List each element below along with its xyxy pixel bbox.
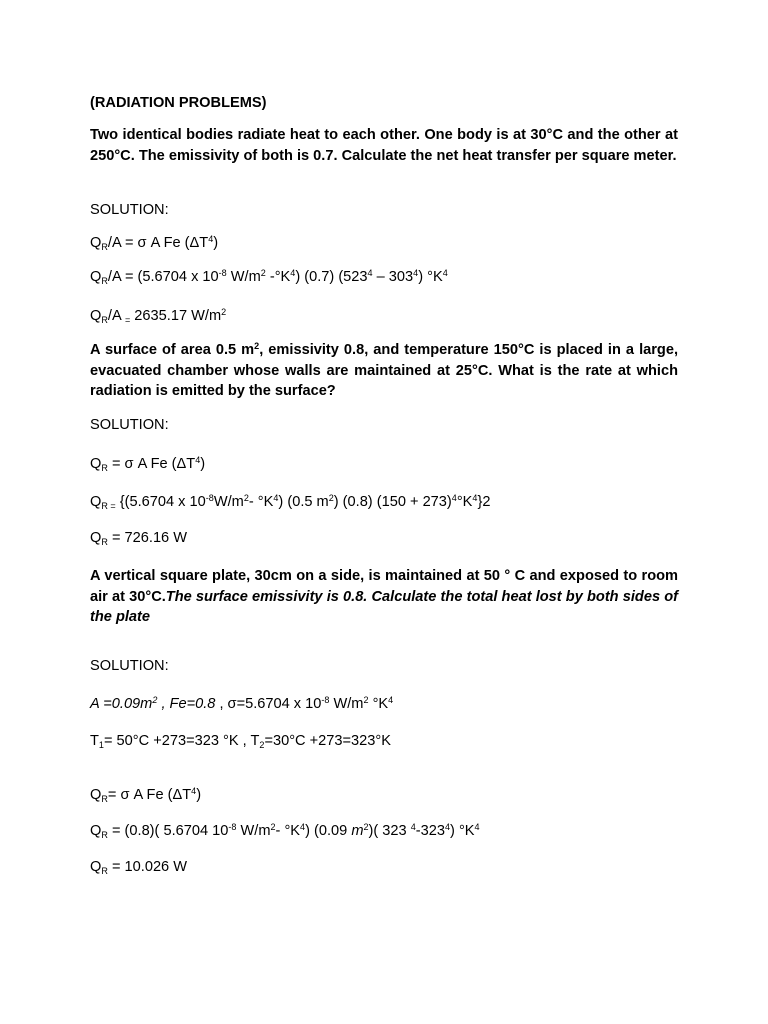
problem-3-given-2: [90, 731, 678, 751]
text-run: -°K: [265, 269, 291, 285]
subscript: 2: [259, 739, 265, 750]
text-run: -323: [415, 823, 445, 839]
superscript: 2: [363, 695, 369, 706]
text-run: , σ=5.6704 x 10: [219, 696, 322, 712]
text-run: T: [90, 733, 99, 749]
superscript: 2: [221, 307, 227, 318]
superscript: 4: [367, 268, 373, 279]
problem-1-result: [90, 306, 678, 326]
text-run: =30°C +273=323°K: [264, 733, 391, 749]
superscript: -8: [218, 268, 227, 279]
superscript: 2: [152, 695, 158, 706]
text-run: A =0.09m: [90, 696, 153, 712]
text-run: /A: [107, 308, 125, 324]
text-run: Q: [90, 269, 102, 285]
text-run: = σ A Fe (ΔT: [107, 456, 196, 472]
text-run: W/m: [329, 696, 364, 712]
superscript: 2: [243, 493, 249, 504]
text-run: ): [196, 787, 202, 803]
text-run: ) (0.09: [305, 823, 352, 839]
text-run: °K: [456, 494, 473, 510]
text-run: W/m: [236, 823, 271, 839]
problem-3-result: [90, 857, 678, 877]
text-run: = σ A Fe (ΔT: [107, 787, 192, 803]
text-run: ) °K: [450, 823, 475, 839]
problem-1-statement: [90, 125, 678, 166]
text-run: )( 323: [368, 823, 411, 839]
text-run: - °K: [248, 494, 274, 510]
text-run: = (0.8)( 5.6704 10: [107, 823, 229, 839]
subscript: R: [101, 241, 108, 252]
superscript: 4: [195, 455, 201, 466]
superscript: 2: [328, 493, 334, 504]
text-run: A vertical square plate, 30cm on a side, is maintained at 50 ° C and exposed to room air at 30°C.: [90, 568, 678, 605]
subscript: R: [101, 275, 108, 286]
subscript: R: [101, 865, 108, 876]
superscript: -8: [205, 493, 214, 504]
superscript: 4: [451, 493, 457, 504]
problem-2-equation-1: [90, 454, 678, 474]
text-run: ): [200, 456, 206, 472]
text-run: /A = σ A Fe (ΔT: [107, 235, 209, 251]
text-run: /A = (5.6704 x 10: [107, 269, 219, 285]
text-run: 2635.17 W/m: [130, 308, 222, 324]
text-run: - °K: [275, 823, 301, 839]
superscript: 4: [300, 822, 306, 833]
text-run: °K: [368, 696, 389, 712]
problem-3-given-1: [90, 694, 678, 714]
text-run: Q: [90, 308, 102, 324]
text-run: Q: [90, 235, 102, 251]
text-run: Q: [90, 823, 102, 839]
text-run: A surface of area 0.5 m: [90, 342, 255, 358]
problem-2-solution-label: SOLUTION:: [90, 417, 169, 433]
text-run: {(5.6704 x 10: [115, 494, 206, 510]
text-run: Q: [90, 530, 102, 546]
text-run: Two identical bodies radiate heat to each other. One body is at 30°C and the other at 250°C. The emissivity of both is 0.7. Calculate the net heat transfer per square meter.: [90, 127, 678, 164]
superscript: 4: [413, 268, 419, 279]
problem-3-equation-2: [90, 821, 678, 841]
superscript: 4: [442, 268, 448, 279]
text-run: = 726.16 W: [107, 530, 188, 546]
text-run: , emissivity 0.8, and temperature 150°C is placed in a large, evacuated chamber whose walls are maintained at 25°C. What is the rate at which radiation is emitted by the surface?: [90, 342, 678, 399]
text-run: = 10.026 W: [107, 859, 188, 875]
superscript: -8: [228, 822, 237, 833]
problem-3-equation-1: [90, 785, 678, 805]
subscript: R: [101, 462, 108, 473]
subscript: R =: [101, 500, 116, 511]
text-run: Q: [90, 494, 102, 510]
problem-1-solution-label: SOLUTION:: [90, 202, 169, 218]
text-run: , Fe=0.8: [157, 696, 220, 712]
superscript: 4: [388, 695, 394, 706]
superscript: 4: [410, 822, 416, 833]
text-run: ): [213, 235, 219, 251]
text-run: ) (0.8) (150 + 273): [333, 494, 452, 510]
subscript: R: [101, 536, 108, 547]
superscript: 4: [273, 493, 279, 504]
problem-1-equation-1: [90, 233, 678, 253]
text-run: Q: [90, 456, 102, 472]
text-run: = 50°C +273=323 °K , T: [103, 733, 260, 749]
text-run: W/m: [213, 494, 244, 510]
text-run: }2: [477, 494, 491, 510]
text-run: Q: [90, 787, 102, 803]
text-run: ) (0.7) (523: [295, 269, 368, 285]
problem-2-equation-2: [90, 492, 678, 512]
superscript: 4: [474, 822, 480, 833]
subscript: =: [124, 314, 131, 325]
subscript: R: [101, 314, 108, 325]
problem-2-statement: [90, 340, 678, 402]
superscript: 2: [260, 268, 266, 279]
superscript: 4: [191, 786, 197, 797]
subscript: 1: [98, 739, 104, 750]
page-heading: (RADIATION PROBLEMS): [90, 95, 267, 111]
superscript: 2: [363, 822, 369, 833]
text-run: ) °K: [418, 269, 443, 285]
superscript: 4: [472, 493, 478, 504]
text-run: Q: [90, 859, 102, 875]
text-run: m: [351, 823, 364, 839]
problem-3-solution-label: SOLUTION:: [90, 658, 169, 674]
problem-1-equation-2: [90, 267, 678, 287]
text-run: W/m: [226, 269, 261, 285]
superscript: 4: [208, 234, 214, 245]
superscript: 4: [444, 822, 451, 833]
superscript: 2: [254, 341, 260, 352]
problem-2-result: [90, 528, 678, 548]
problem-3-statement: [90, 566, 678, 628]
superscript: -8: [321, 695, 330, 706]
subscript: R: [101, 793, 108, 804]
superscript: 2: [270, 822, 276, 833]
text-run: ) (0.5 m: [278, 494, 329, 510]
superscript: 4: [290, 268, 296, 279]
text-run: The surface emissivity is 0.8. Calculate the total heat lost by both sides of the plate: [90, 588, 678, 625]
text-run: – 303: [372, 269, 414, 285]
subscript: R: [101, 829, 108, 840]
